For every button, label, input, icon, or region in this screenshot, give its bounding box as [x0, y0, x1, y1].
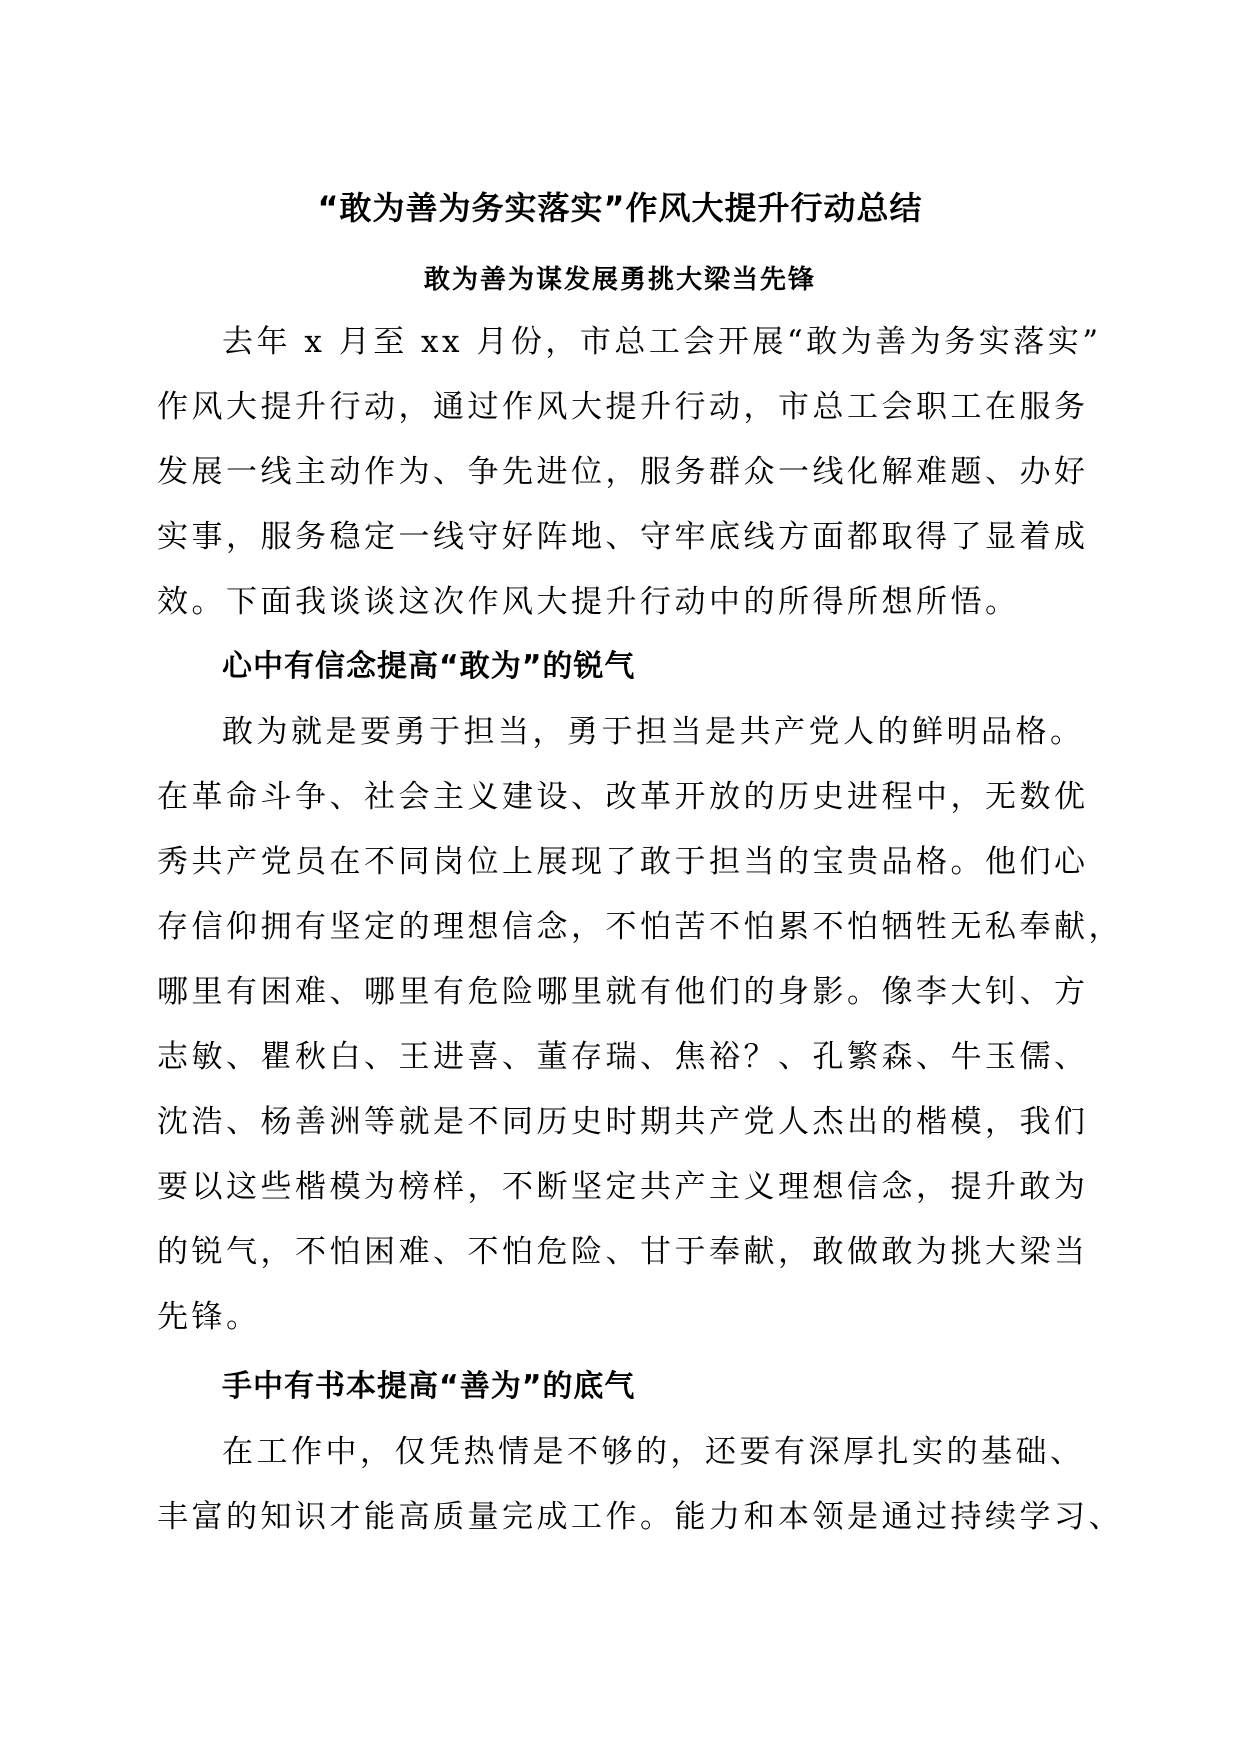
- paragraph-line: 沈浩、杨善洲等就是不同历史时期共产党人杰出的楷模，我们: [157, 1104, 1089, 1140]
- paragraph-line: 秀共产党员在不同岗位上展现了敢于担当的宝贵品格。他们心: [157, 844, 1089, 880]
- document-subtitle: 敢为善为谋发展勇挑大梁当先锋: [423, 265, 816, 295]
- paragraph-line: 效。下面我谈谈这次作风大提升行动中的所得所想所悟。: [157, 584, 1020, 620]
- paragraph-line: 去年 x 月至 xx 月份，市总工会开展“敢为善为务实落实”: [222, 324, 1102, 360]
- paragraph-line: 丰富的知识才能高质量完成工作。能力和本领是通过持续学习、: [157, 1499, 1123, 1535]
- paragraph-line: 发展一线主动作为、争先进位，服务群众一线化解难题、办好: [157, 454, 1089, 490]
- section-heading: 手中有书本提高“善为”的底气: [222, 1369, 636, 1404]
- paragraph-line: 实事，服务稳定一线守好阵地、守牢底线方面都取得了显着成: [157, 519, 1089, 555]
- paragraph-line: 先锋。: [157, 1299, 261, 1335]
- document-title: “敢为善为务实落实”作风大提升行动总结: [317, 189, 923, 227]
- paragraph-line: 敢为就是要勇于担当，勇于担当是共产党人的鲜明品格。: [222, 714, 1085, 750]
- paragraph-line: 在革命斗争、社会主义建设、改革开放的历史进程中，无数优: [157, 779, 1089, 815]
- paragraph-line: 作风大提升行动，通过作风大提升行动，市总工会职工在服务: [157, 389, 1089, 425]
- paragraph-line: 哪里有困难、哪里有危险哪里就有他们的身影。像李大钊、方: [157, 974, 1089, 1010]
- paragraph-line: 存信仰拥有坚定的理想信念，不怕苦不怕累不怕牺牲无私奉献，: [157, 909, 1123, 945]
- section-heading: 心中有信念提高“敢为”的锐气: [222, 649, 636, 684]
- paragraph-line: 的锐气，不怕困难、不怕危险、甘于奉献，敢做敢为挑大梁当: [157, 1234, 1089, 1270]
- paragraph-line: 在工作中，仅凭热情是不够的，还要有深厚扎实的基础、: [222, 1434, 1085, 1470]
- paragraph-line: 要以这些楷模为榜样，不断坚定共产主义理想信念，提升敢为: [157, 1169, 1089, 1205]
- paragraph-line: 志敏、瞿秋白、王进喜、董存瑞、焦裕？、孔繁森、牛玉儒、: [157, 1039, 1089, 1075]
